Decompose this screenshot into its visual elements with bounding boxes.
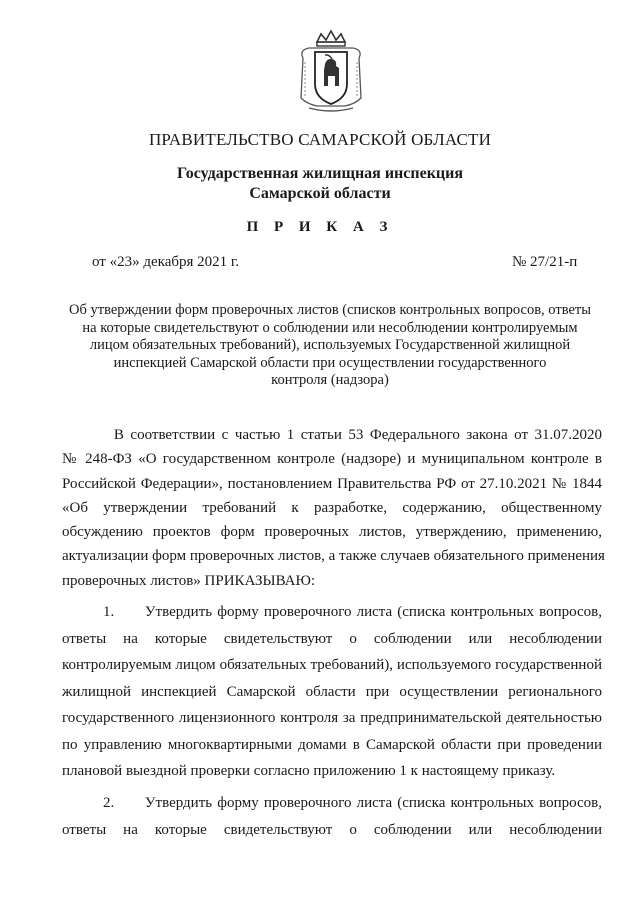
samara-region-coat-of-arms-icon bbox=[295, 28, 367, 114]
text-line: 2. Утвердить форму проверочного листа (списка контрольных вопросов, bbox=[62, 795, 602, 811]
agency-name bbox=[0, 164, 640, 204]
text-line: № 248-ФЗ «О государственном контроле (надзоре) и муниципальном контроле в bbox=[62, 451, 602, 468]
subject-line: инспекцией Самарской области при осуществлении государственного bbox=[113, 354, 547, 371]
text-line: государственного лицензионного контроля за предпринимательской деятельностью bbox=[62, 710, 602, 726]
subject-line: Об утверждении форм проверочных листов (списков контрольных вопросов, ответы bbox=[69, 302, 591, 318]
subject-line: на которые свидетельствуют о соблюдении или несоблюдении контролируемым bbox=[82, 319, 578, 336]
text-line: «Об утверждении требований к разработке, содержанию, общественному bbox=[62, 499, 602, 516]
subject-line: контроля (надзора) bbox=[271, 372, 389, 388]
subject-line: лицом обязательных требований), используемых Государственной жилищной bbox=[89, 337, 571, 353]
text-line: жилищной инспекцией Самарской области при осуществлении регионального bbox=[62, 683, 602, 700]
document-type: П Р И К А З bbox=[246, 219, 394, 235]
agency-name-line: Самарской области bbox=[249, 185, 391, 202]
text-line: Российской Федерации», постановлением Правительства РФ от 27.10.2021 № 1844 bbox=[62, 475, 602, 492]
body-paragraph-item-2 bbox=[62, 790, 602, 844]
body-paragraph-item-1 bbox=[62, 599, 602, 785]
order-date: от «23» декабря 2021 г. bbox=[92, 254, 240, 270]
text-line: обсуждению проектов форм проверочных листов, утверждению, применению, bbox=[62, 524, 602, 541]
order-number: № 27/21-п bbox=[512, 254, 578, 270]
text-line: ответы на которые свидетельствуют о соблюдении или несоблюдении bbox=[62, 822, 602, 838]
text-line: по управлению многоквартирными домами в Самарской области при проведении bbox=[62, 736, 602, 753]
text-line: плановой выездной проверки согласно приложению 1 к настоящему приказу. bbox=[62, 763, 556, 779]
text-line: В соответствии с частью 1 статьи 53 Федерального закона от 31.07.2020 bbox=[62, 427, 602, 443]
body-paragraph-preamble bbox=[62, 423, 605, 593]
government-title: ПРАВИТЕЛЬСТВО САМАРСКОЙ ОБЛАСТИ bbox=[148, 130, 492, 149]
agency-name-line: Государственная жилищная инспекция bbox=[176, 165, 463, 182]
text-line: проверочных листов» ПРИКАЗЫВАЮ: bbox=[62, 572, 316, 589]
text-line: ответы на которые свидетельствуют о соблюдении или несоблюдении bbox=[62, 630, 602, 647]
text-line: актуализации форм проверочных листов, а также случаев обязательного применения bbox=[62, 548, 605, 565]
text-line: 1. Утвердить форму проверочного листа (списка контрольных вопросов, bbox=[62, 604, 602, 620]
order-subject bbox=[60, 302, 600, 390]
text-line: контролируемым лицом обязательных требований), используемого государственной bbox=[62, 657, 602, 673]
